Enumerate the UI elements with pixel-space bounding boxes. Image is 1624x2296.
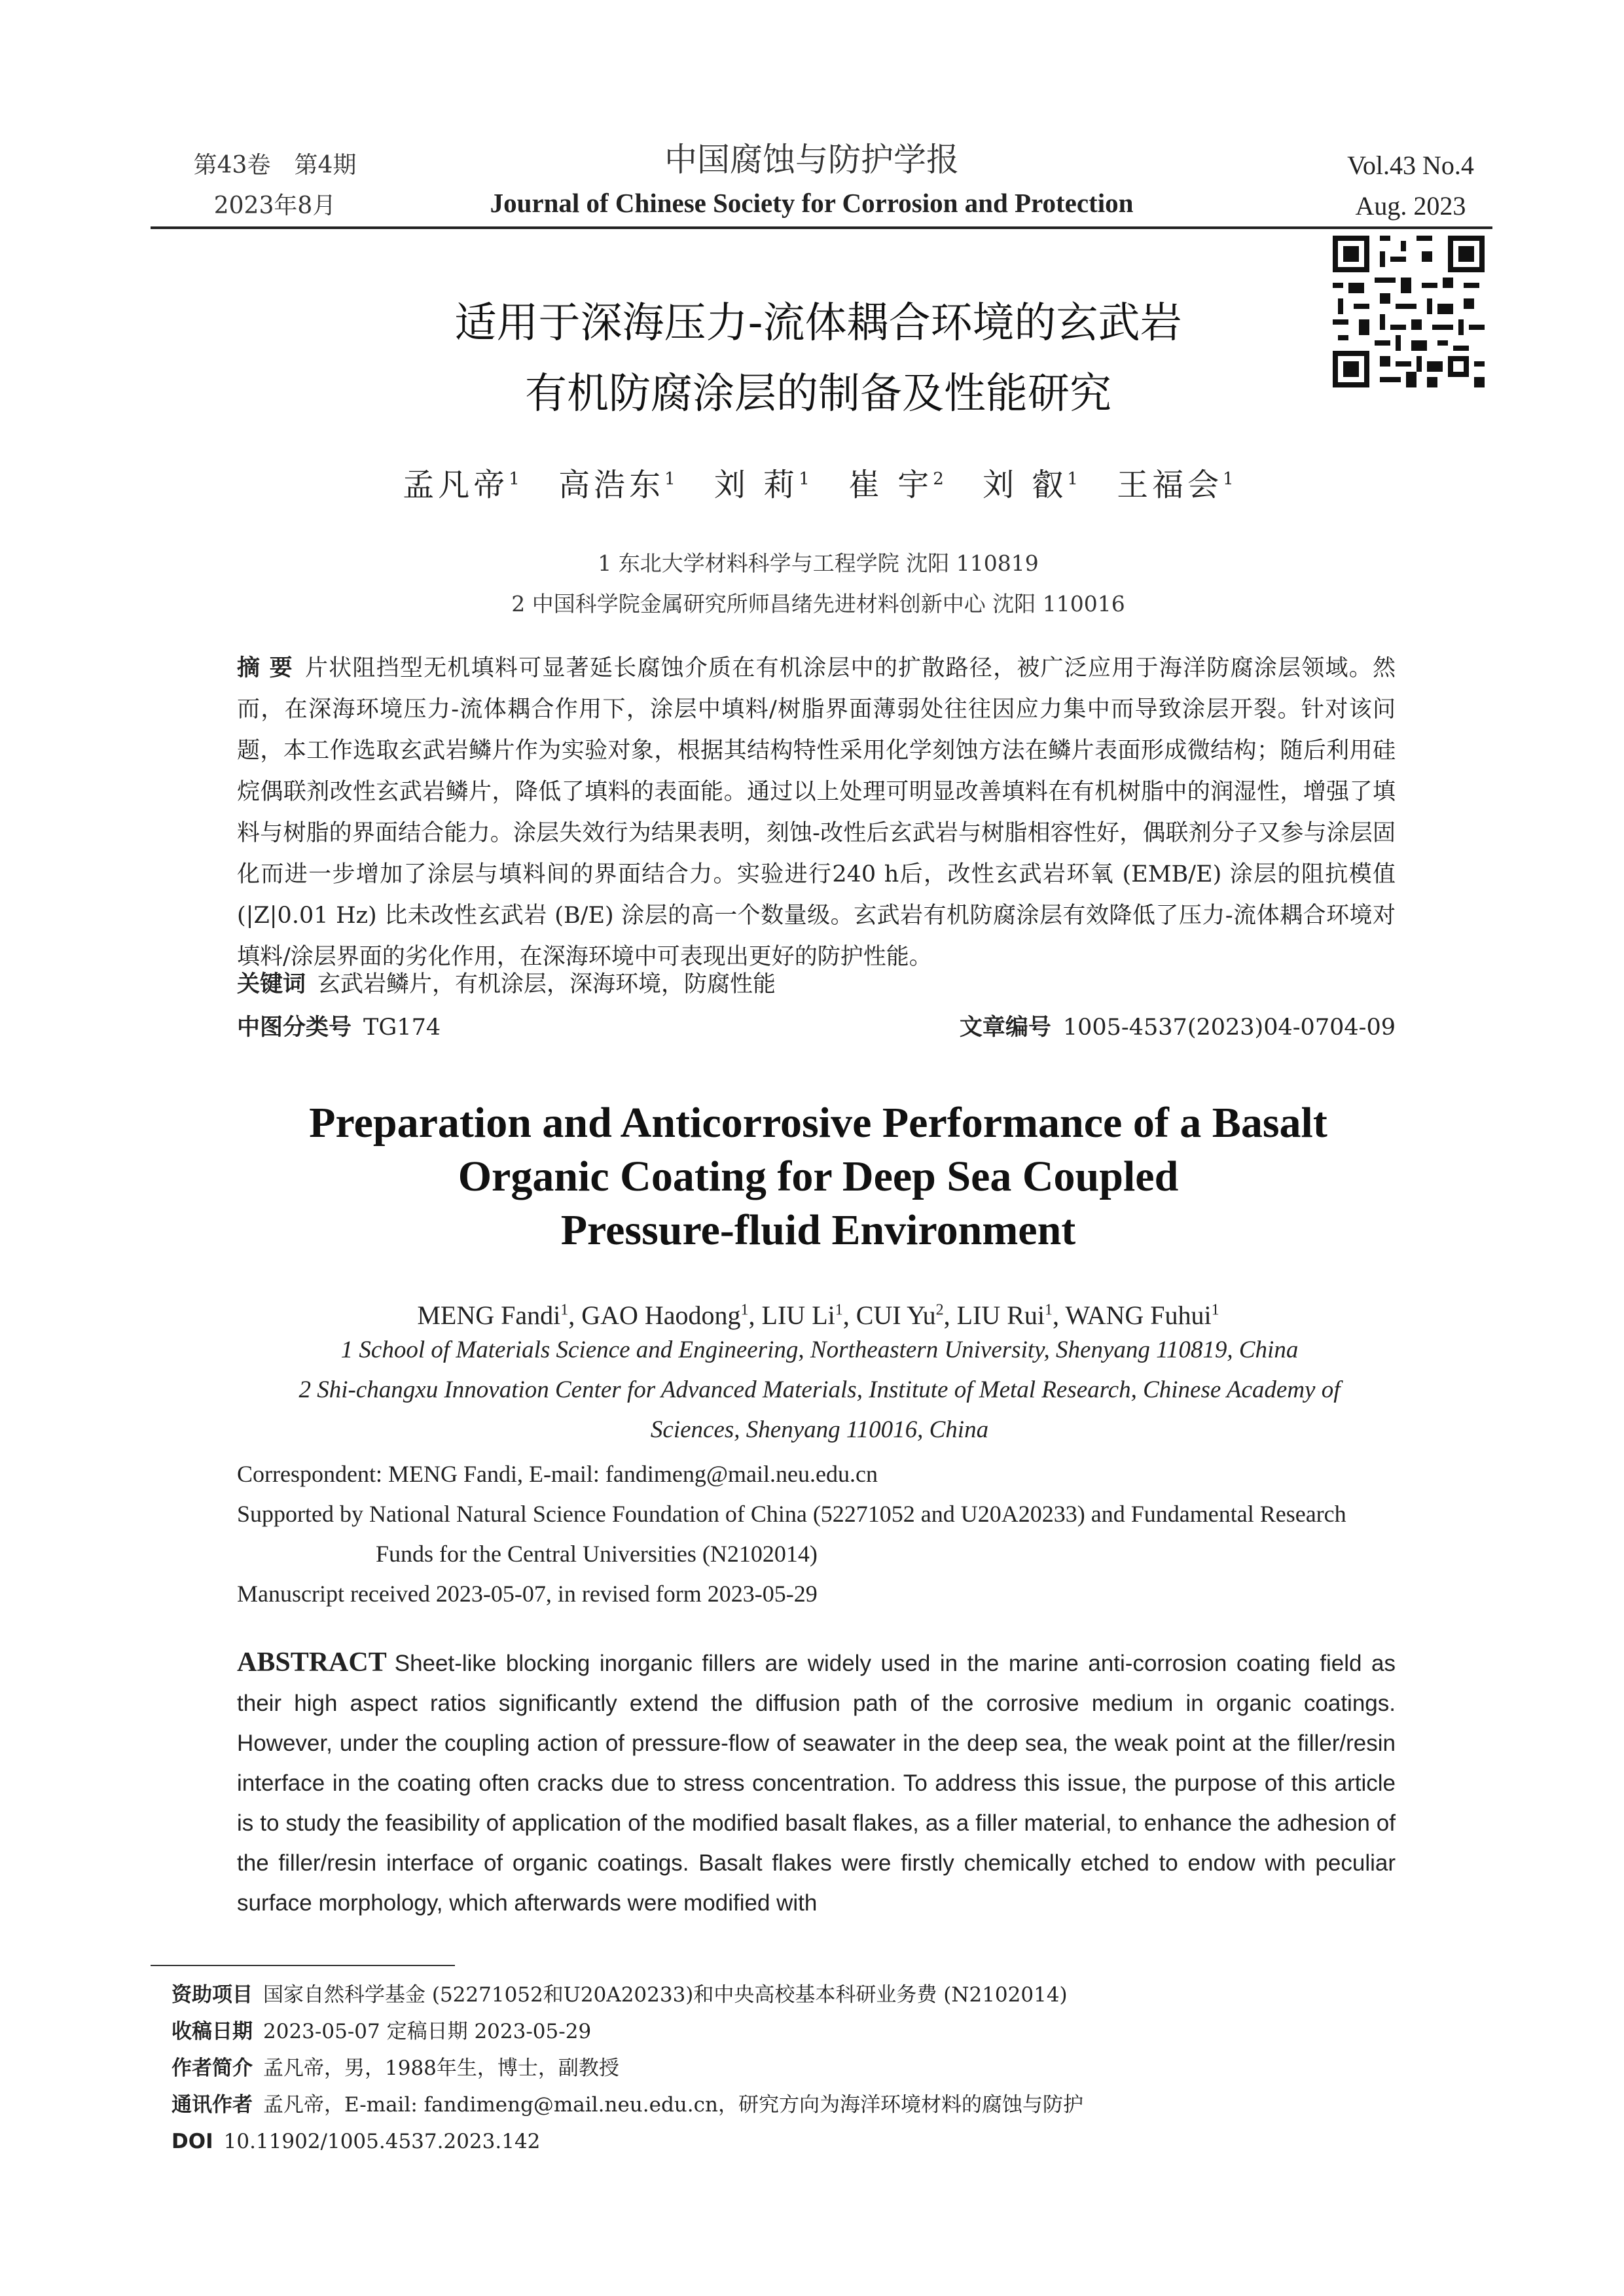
author-cn: 刘 叡$^1$ — [983, 467, 1078, 503]
footnote-doi: DOI 10.11902/1005.4537.2023.142 — [171, 2130, 541, 2153]
affiliations-en — [237, 1330, 1402, 1450]
title-en-line3: Pressure-fluid Environment — [560, 1206, 1076, 1254]
title-cn-line2: 有机防腐涂层的制备及性能研究 — [525, 370, 1111, 418]
classification-row — [237, 1008, 1396, 1047]
author-cn: 刘 莉$^1$ — [713, 467, 810, 503]
volume-en: Vol.43 No.4 — [1347, 151, 1474, 180]
title-en-line2: Organic Coating for Deep Sea Coupled — [458, 1153, 1179, 1200]
affiliation-cn-1: 1 东北大学材料科学与工程学院 沈阳 110819 — [598, 550, 1039, 576]
author-en: LIU Li$^1$ — [761, 1300, 843, 1331]
keywords-cn-label: 关键词 — [237, 971, 306, 997]
footnote-corresponding: 通讯作者 孟凡帝，E-mail: fandimeng@mail.neu.edu.cn，研究方向为海洋环境材料的腐蚀与防护 — [171, 2093, 1083, 2117]
author-cn: 崔 宇$^2$ — [848, 467, 944, 503]
keywords-cn — [237, 965, 1396, 1004]
date-en: Aug. 2023 — [1355, 191, 1466, 221]
abstract-cn-label: 摘 要 — [237, 655, 293, 681]
affiliation-en-2-cont: Sciences, Shenyang 110016, China — [650, 1416, 989, 1443]
author-en: MENG Fandi$^1$ — [417, 1300, 569, 1331]
paper-title-en — [196, 1096, 1440, 1257]
correspondent-en: Correspondent: MENG Fandi, E-mail: fandimeng@mail.neu.edu.cn — [237, 1461, 878, 1487]
author-en: LIU Rui$^1$ — [956, 1300, 1053, 1331]
author-cn: 高浩东$^1$ — [558, 467, 676, 503]
issue-info-cn — [177, 145, 373, 226]
volume-cn: 第43卷 第4期 — [193, 152, 357, 179]
abstract-cn — [237, 648, 1396, 978]
article-number: 文章编号 1005-4537(2023)04-0704-09 — [959, 1014, 1396, 1041]
abstract-cn-text: 片状阻挡型无机填料可显著延长腐蚀介质在有机涂层中的扩散路径，被广泛应用于海洋防腐涂层领域。然而，在深海环境压力-流体耦合作用下，涂层中填料/树脂界面薄弱处往往因应力集中而导致涂层开裂。针对该问题，本工作选取玄武岩鳞片作为实验对象，根据其结构特性采用化学刻蚀方法在鳞片表面形成微结构；随后利用硅烷偶联剂改性玄武岩鳞片，降低了填料的表面能。通过以上处理可明显改善填料在有机树脂中的润湿性，增强了填料与树脂的界面结合能力。涂层失效行为结果表明，刻蚀-改性后玄武岩与树脂相容性好，偶联剂分子又参与涂层固化而进一步增加了涂层与填料间的界面结合力。实验进行240 h后，改性玄武岩环氧 (EMB/E) 涂层的阻抗模值 (|Z|0.01 Hz) 比未改性玄武岩 (B/E) 涂层的高一个数量级。玄武岩有机防腐涂层有效降低了压力-流体耦合环境对填料/涂层界面的劣化作用，在深海环境中可表现出更好的防护性能。 — [237, 655, 1396, 970]
keywords-cn-text: 玄武岩鳞片，有机涂层，深海环境，防腐性能 — [317, 971, 776, 997]
author-list-cn — [262, 459, 1375, 505]
abstract-en-text: Sheet-like blocking inorganic fillers are widely used in the marine anti-corrosion coating field as their high aspect ratios significantly extend the diffusion path of the corrosive medium in organic coatings. However, under the coupling action of pressure-flow of seawater in the deep sea, the weak point at the filler/resin interface in the coating often cracks due to stress concentration. To address this issue, the purpose of this article is to study the feasibility of application of the modified basalt flakes, as a filler material, to enhance the adhesion of the filler/resin interface of organic coatings. Basalt flakes were firstly chemically etched to endow with peculiar surface morphology, which afterwards were modified with — [237, 1651, 1396, 1916]
journal-name-en: Journal of Chinese Society for Corrosion and Protection — [490, 188, 1134, 218]
footnote-author-bio: 作者简介 孟凡帝，男，1988年生，博士，副教授 — [171, 2056, 619, 2080]
footnote-funding: 资助项目 国家自然科学基金 (52271052和U20A20233)和中央高校基本科研业务费 (N2102014) — [171, 1983, 1068, 2007]
affiliation-en-2: 2 Shi-changxu Innovation Center for Advanced Materials, Institute of Metal Research, Chinese Academy of — [298, 1376, 1341, 1403]
funding-en-cont: Funds for the Central Universities (N2102014) — [376, 1541, 818, 1567]
received-en: Manuscript received 2023-05-07, in revised form 2023-05-29 — [237, 1581, 818, 1607]
author-cn: 王福会$^1$ — [1117, 467, 1234, 503]
clc-number: 中图分类号 TG174 — [237, 1014, 441, 1041]
author-en: GAO Haodong$^1$ — [581, 1300, 749, 1331]
footnotes — [171, 1977, 1415, 2160]
author-cn: 孟凡帝$^1$ — [403, 467, 520, 503]
abstract-en-label: ABSTRACT — [237, 1647, 387, 1677]
title-en-line1: Preparation and Anticorrosive Performance of a Basalt — [309, 1099, 1327, 1147]
date-cn: 2023年8月 — [213, 192, 336, 219]
affiliation-en-1: 1 School of Materials Science and Engineering, Northeastern University, Shenyang 110819, China — [340, 1336, 1299, 1363]
affiliations-cn — [262, 543, 1375, 624]
footnote-rule — [151, 1965, 455, 1966]
footnote-dates: 收稿日期 2023-05-07 定稿日期 2023-05-29 — [171, 2020, 592, 2043]
issue-info-en — [1329, 145, 1492, 226]
author-en: WANG Fuhui$^1$ — [1065, 1300, 1219, 1331]
abstract-en — [237, 1643, 1396, 1923]
funding-en: Supported by National Natural Science Foundation of China (52271052 and U20A20233) and Fundamental Research — [237, 1501, 1346, 1527]
header-rule — [151, 226, 1492, 229]
paper-title-cn — [262, 288, 1375, 429]
journal-name-cn: 中国腐蚀与防护学报 — [664, 141, 959, 179]
affiliation-cn-2: 2 中国科学院金属研究所师昌绪先进材料创新中心 沈阳 110016 — [511, 591, 1125, 617]
journal-name — [419, 136, 1204, 223]
article-metadata-en — [237, 1454, 1402, 1614]
author-list-en: MENG Fandi$^1$, GAO Haodong$^1$, LIU Li$^1$, CUI Yu$^2$, LIU Rui$^1$, WANG Fuhui$^1$ — [417, 1300, 1219, 1331]
author-en: CUI Yu$^2$ — [856, 1300, 944, 1331]
title-cn-line1: 适用于深海压力-流体耦合环境的玄武岩 — [454, 299, 1182, 348]
